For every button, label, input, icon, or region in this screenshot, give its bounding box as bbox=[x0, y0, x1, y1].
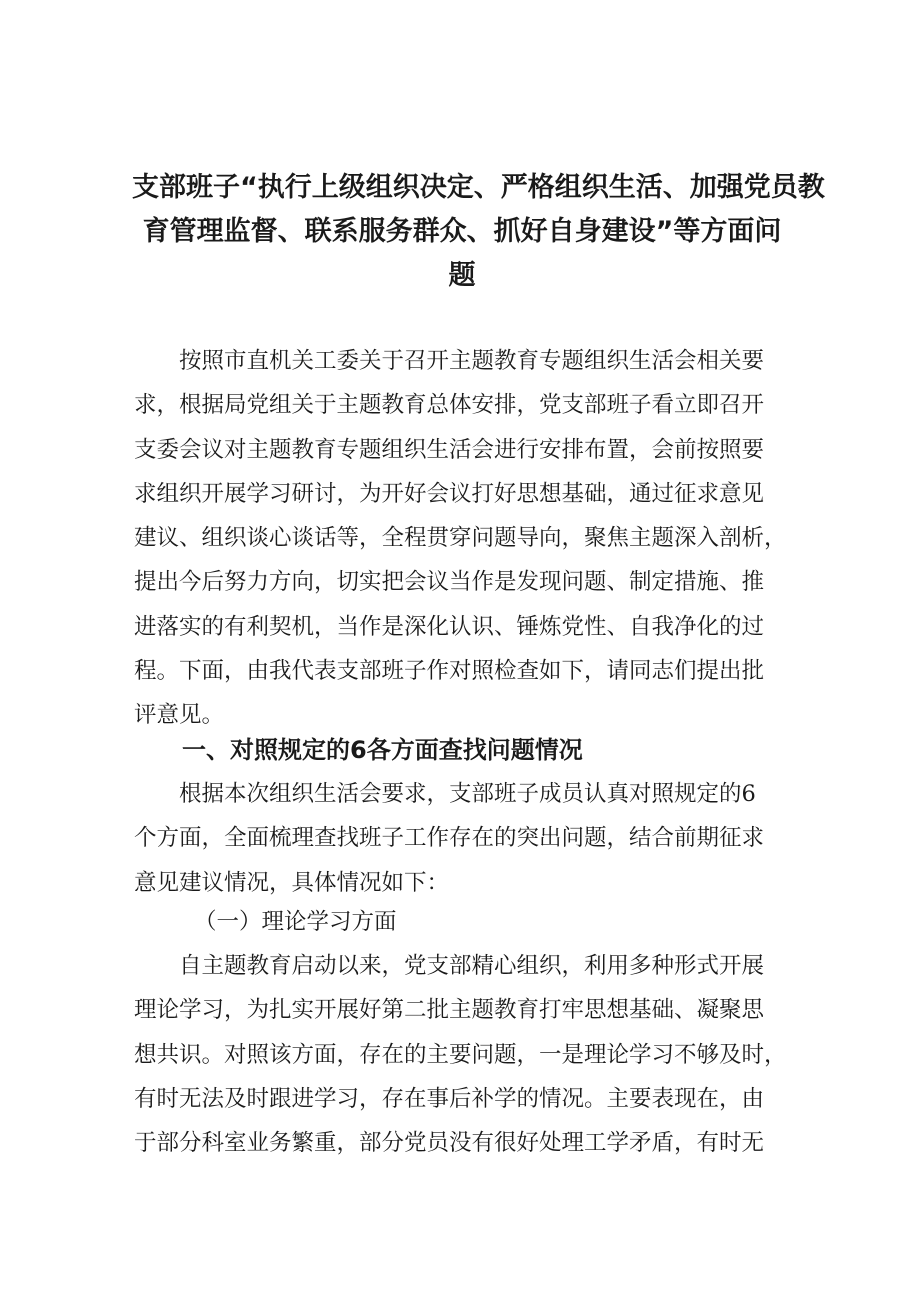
paragraph-line: 按照市直机关工委关于召开主题教育专题组织生活会相关要 bbox=[134, 348, 765, 374]
paragraph-line: 支委会议对主题教育专题组织生活会进行安排布置，会前按照要 bbox=[134, 436, 765, 463]
document-title bbox=[132, 166, 825, 298]
paragraph-line: 个方面，全面梳理查找班子工作存在的突出问题，结合前期征求 bbox=[134, 825, 765, 852]
section-heading: 一、对照规定的6各方面查找问题情况 bbox=[182, 736, 583, 764]
title-line: 题 bbox=[448, 260, 476, 291]
paragraph-line: 自主题教育启动以来，党支部精心组织，利用多种形式开展 bbox=[134, 953, 765, 979]
subsection-heading: （一）理论学习方面 bbox=[194, 909, 397, 935]
paragraph-line: 进落实的有利契机，当作是深化认识、锤炼党性、自我净化的过 bbox=[134, 613, 765, 640]
title-line: 育管理监督、联系服务群众、抓好自身建设”等方面问 bbox=[142, 216, 782, 247]
paragraph-line: 提出今后努力方向，切实把会议当作是发现问题、制定措施、推 bbox=[134, 569, 765, 596]
section-paragraph bbox=[134, 772, 794, 905]
paragraph-line: 求，根据局党组关于主题教育总体安排，党支部班子看立即召开 bbox=[134, 392, 765, 419]
paragraph-line: 根据本次组织生活会要求，支部班子成员认真对照规定的6 bbox=[134, 781, 756, 807]
subsection-paragraph bbox=[134, 944, 794, 1165]
intro-paragraph bbox=[134, 339, 794, 738]
paragraph-line: 建议、组织谈心谈话等，全程贯穿问题导向，聚焦主题深入剖析， bbox=[134, 525, 787, 552]
paragraph-line: 有时无法及时跟进学习，存在事后补学的情况。主要表现在，由 bbox=[134, 1085, 765, 1112]
paragraph-line: 理论学习，为扎实开展好第二批主题教育打牢思想基础、凝聚思 bbox=[134, 997, 765, 1024]
paragraph-line: 于部分科室业务繁重，部分党员没有很好处理工学矛盾，有时无 bbox=[134, 1130, 765, 1157]
paragraph-line: 评意见。 bbox=[134, 702, 225, 729]
title-line: 支部班子“执行上级组织决定、严格组织生活、加强党员教 bbox=[132, 172, 825, 203]
paragraph-line: 求组织开展学习研讨，为开好会议打好思想基础，通过征求意见 bbox=[134, 480, 765, 507]
paragraph-line: 程。下面，由我代表支部班子作对照检查如下，请同志们提出批 bbox=[134, 658, 765, 685]
paragraph-line: 想共识。对照该方面，存在的主要问题，一是理论学习不够及时， bbox=[134, 1041, 787, 1068]
paragraph-line: 意见建议情况，具体情况如下： bbox=[134, 869, 450, 896]
